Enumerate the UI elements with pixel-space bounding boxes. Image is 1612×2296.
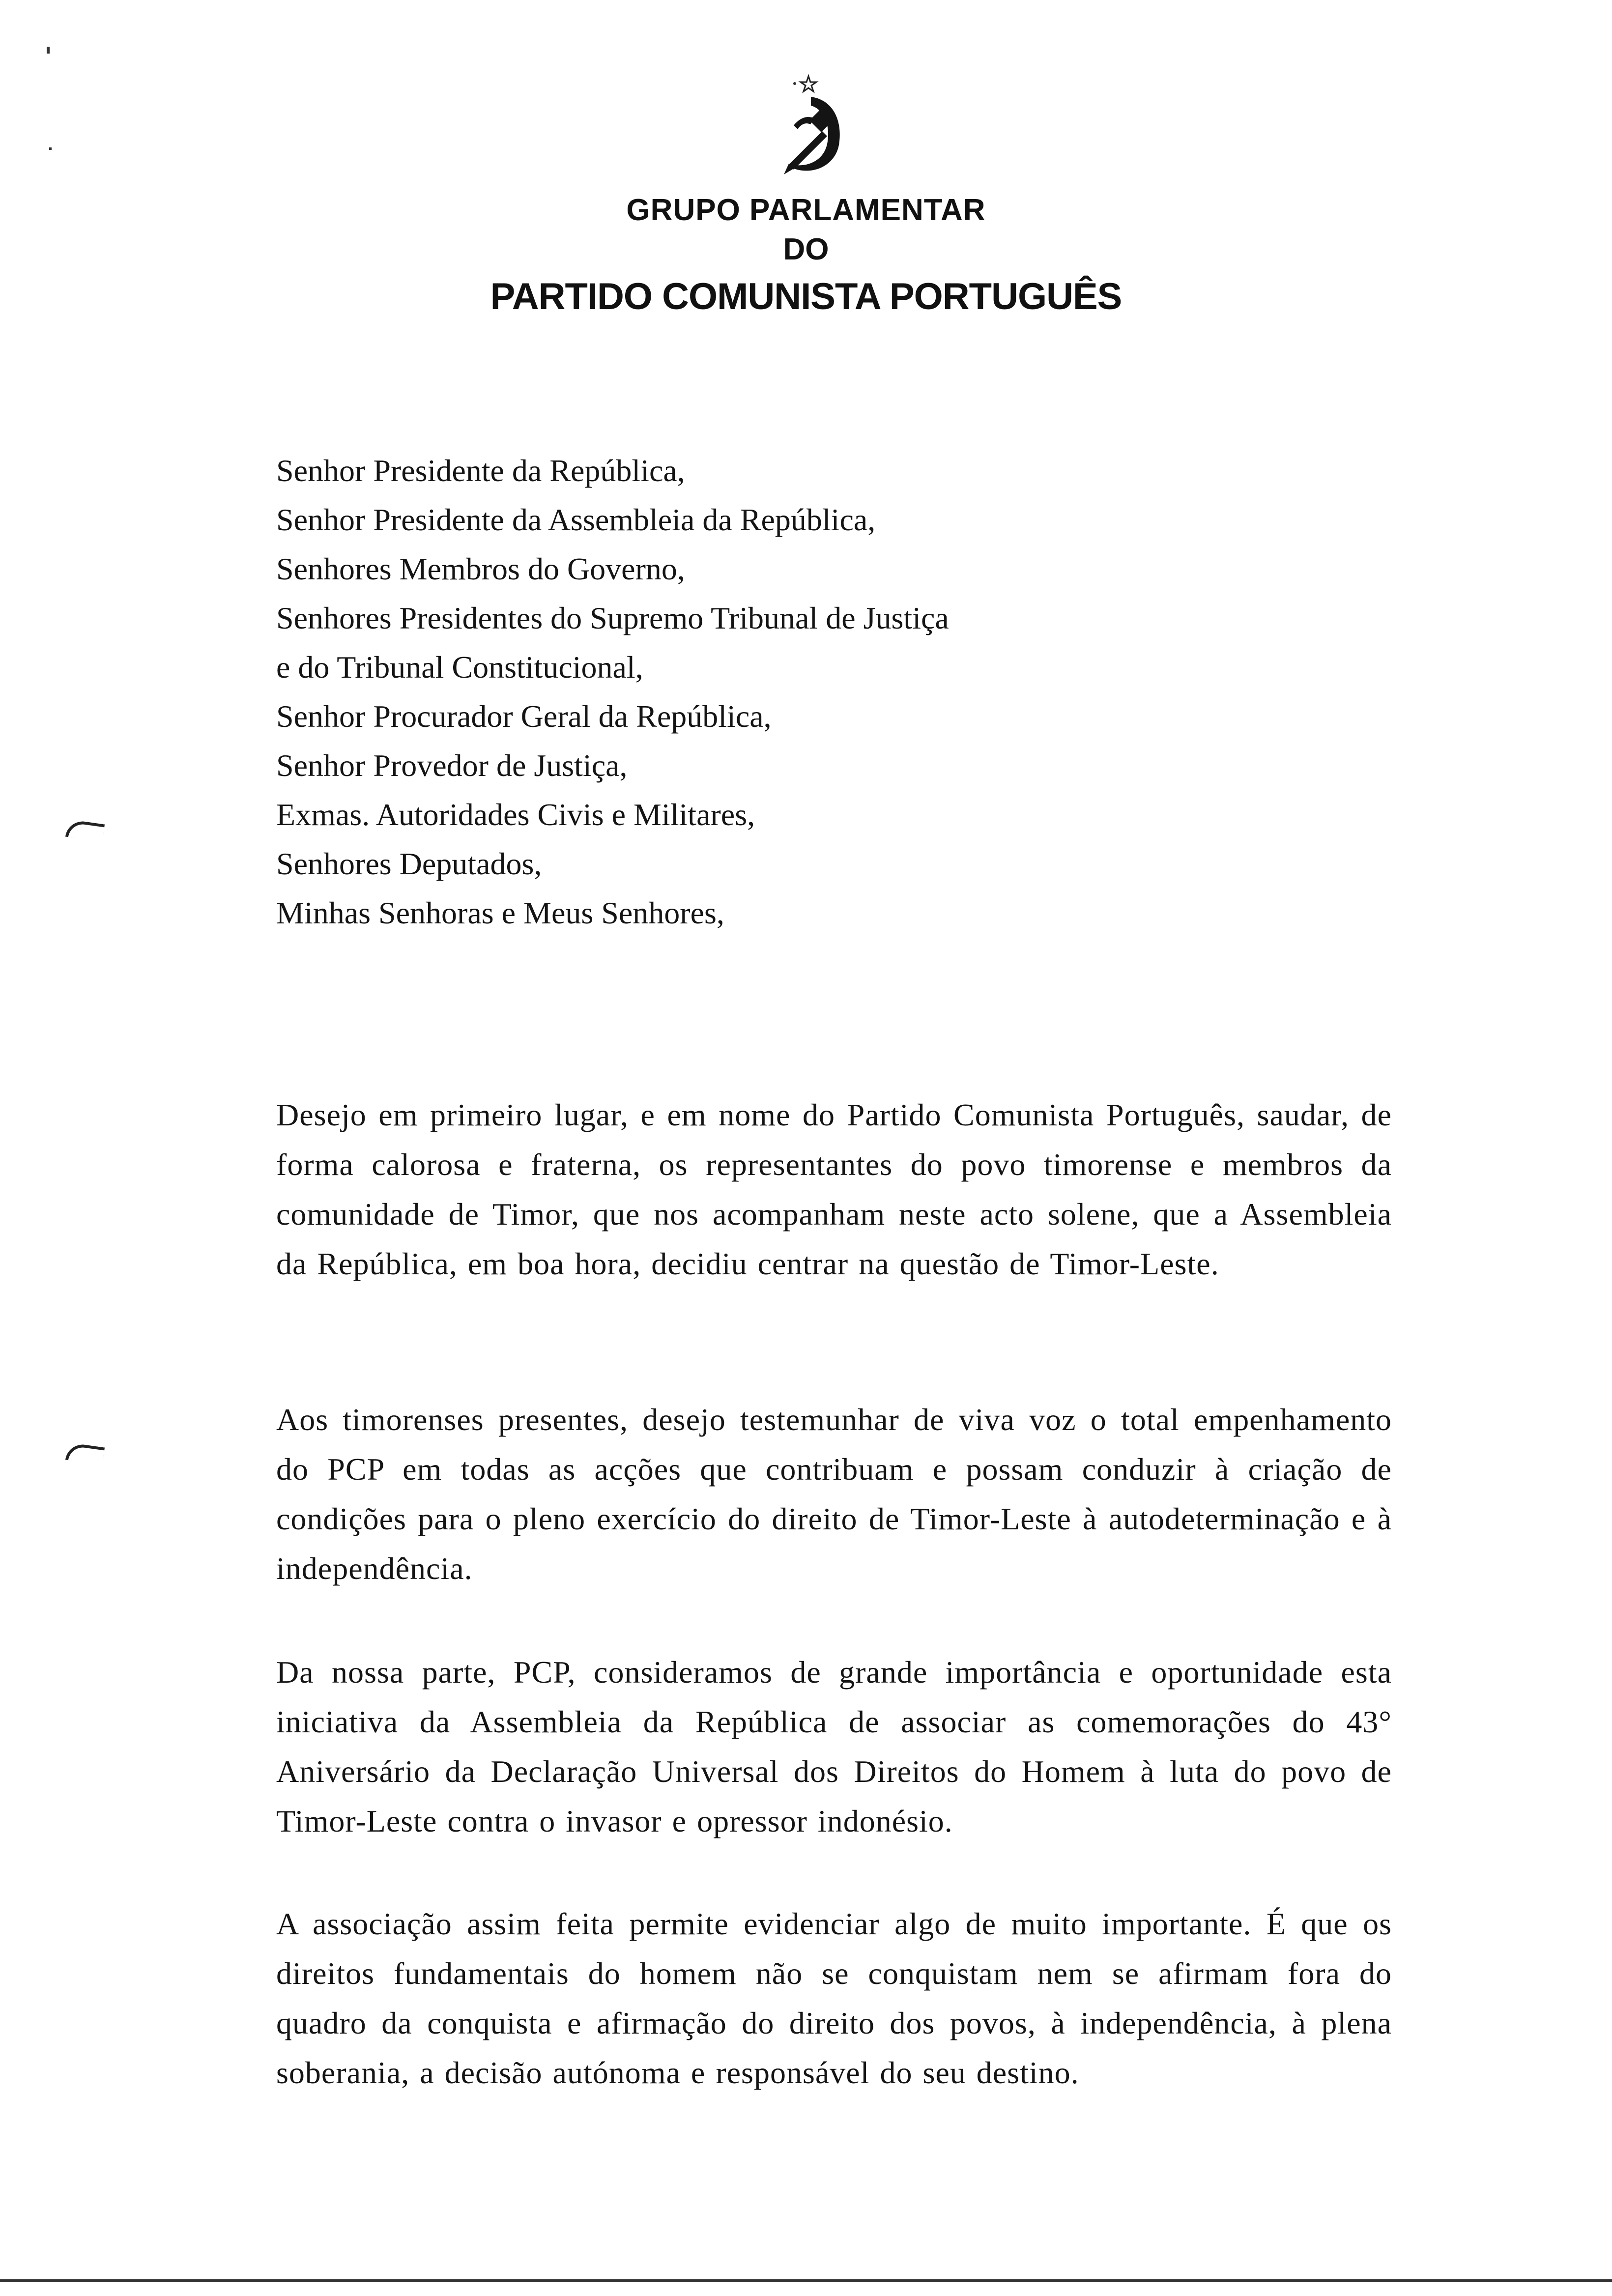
body-paragraph-commitment: Aos timorenses presentes, desejo testemunhar de viva voz o total empenhamento do PCP em todas as acções que contribuam e possam conduzir à criação de condições para o pleno exercício do direito de Timor-Leste à autodeterminação e à independência.: [276, 1402, 1392, 1586]
body-paragraph-greeting: Desejo em primeiro lugar, e em nome do Partido Comunista Português, saudar, de forma calorosa e fraterna, os representantes do povo timorense e membros da comunidade de Timor, que nos acompanham neste acto solene, que a Assembleia da República, em boa hora, decidiu centrar na questão de Timor-Leste.: [276, 1097, 1392, 1281]
body-paragraph-initiative: Da nossa parte, PCP, consideramos de grande importância e oportunidade esta iniciativa da Assembleia da República de associar as comemorações do 43° Aniversário da Declaração Universal dos Direitos do Homem à luta do povo de Timor-Leste contra o invasor e opressor indonésio.: [276, 1655, 1392, 1838]
salutation-line: Senhores Membros do Governo,: [276, 551, 685, 586]
letterhead-group-title: GRUPO PARLAMENTAR: [626, 193, 986, 227]
scan-speck: [47, 47, 50, 54]
hole-punch-mark: [65, 1442, 105, 1465]
salutation-line: Minhas Senhoras e Meus Senhores,: [276, 895, 724, 930]
hole-punch-mark: [65, 819, 105, 842]
salutation-line: Senhor Presidente da Assembleia da República,: [276, 502, 876, 537]
salutation-line: Exmas. Autoridades Civis e Militares,: [276, 797, 755, 832]
scan-speck: [49, 147, 52, 150]
salutation-line: Senhores Deputados,: [276, 846, 542, 881]
salutation-line: Senhor Provedor de Justiça,: [276, 748, 628, 783]
salutation-line: Senhores Presidentes do Supremo Tribunal de Justiça: [276, 601, 949, 635]
salutation-line: Senhor Procurador Geral da República,: [276, 699, 772, 734]
page-bottom-edge: [0, 2279, 1612, 2282]
letterhead-party-name: PARTIDO COMUNISTA PORTUGUÊS: [490, 276, 1122, 317]
salutation-line: Senhor Presidente da República,: [276, 453, 685, 488]
body-paragraph-rights: A associação assim feita permite evidenciar algo de muito importante. É que os direitos fundamentais do homem não se conquistam nem se afirmam fora do quadro da conquista e afirmação do direito dos povos, à independência, à plena soberania, a decisão autónoma e responsável do seu destino.: [276, 1906, 1392, 2090]
hammer-sickle-star-icon: [774, 71, 848, 184]
letterhead-connector: DO: [783, 232, 829, 266]
salutation-line: e do Tribunal Constitucional,: [276, 650, 643, 685]
salutation-list: [276, 446, 949, 938]
